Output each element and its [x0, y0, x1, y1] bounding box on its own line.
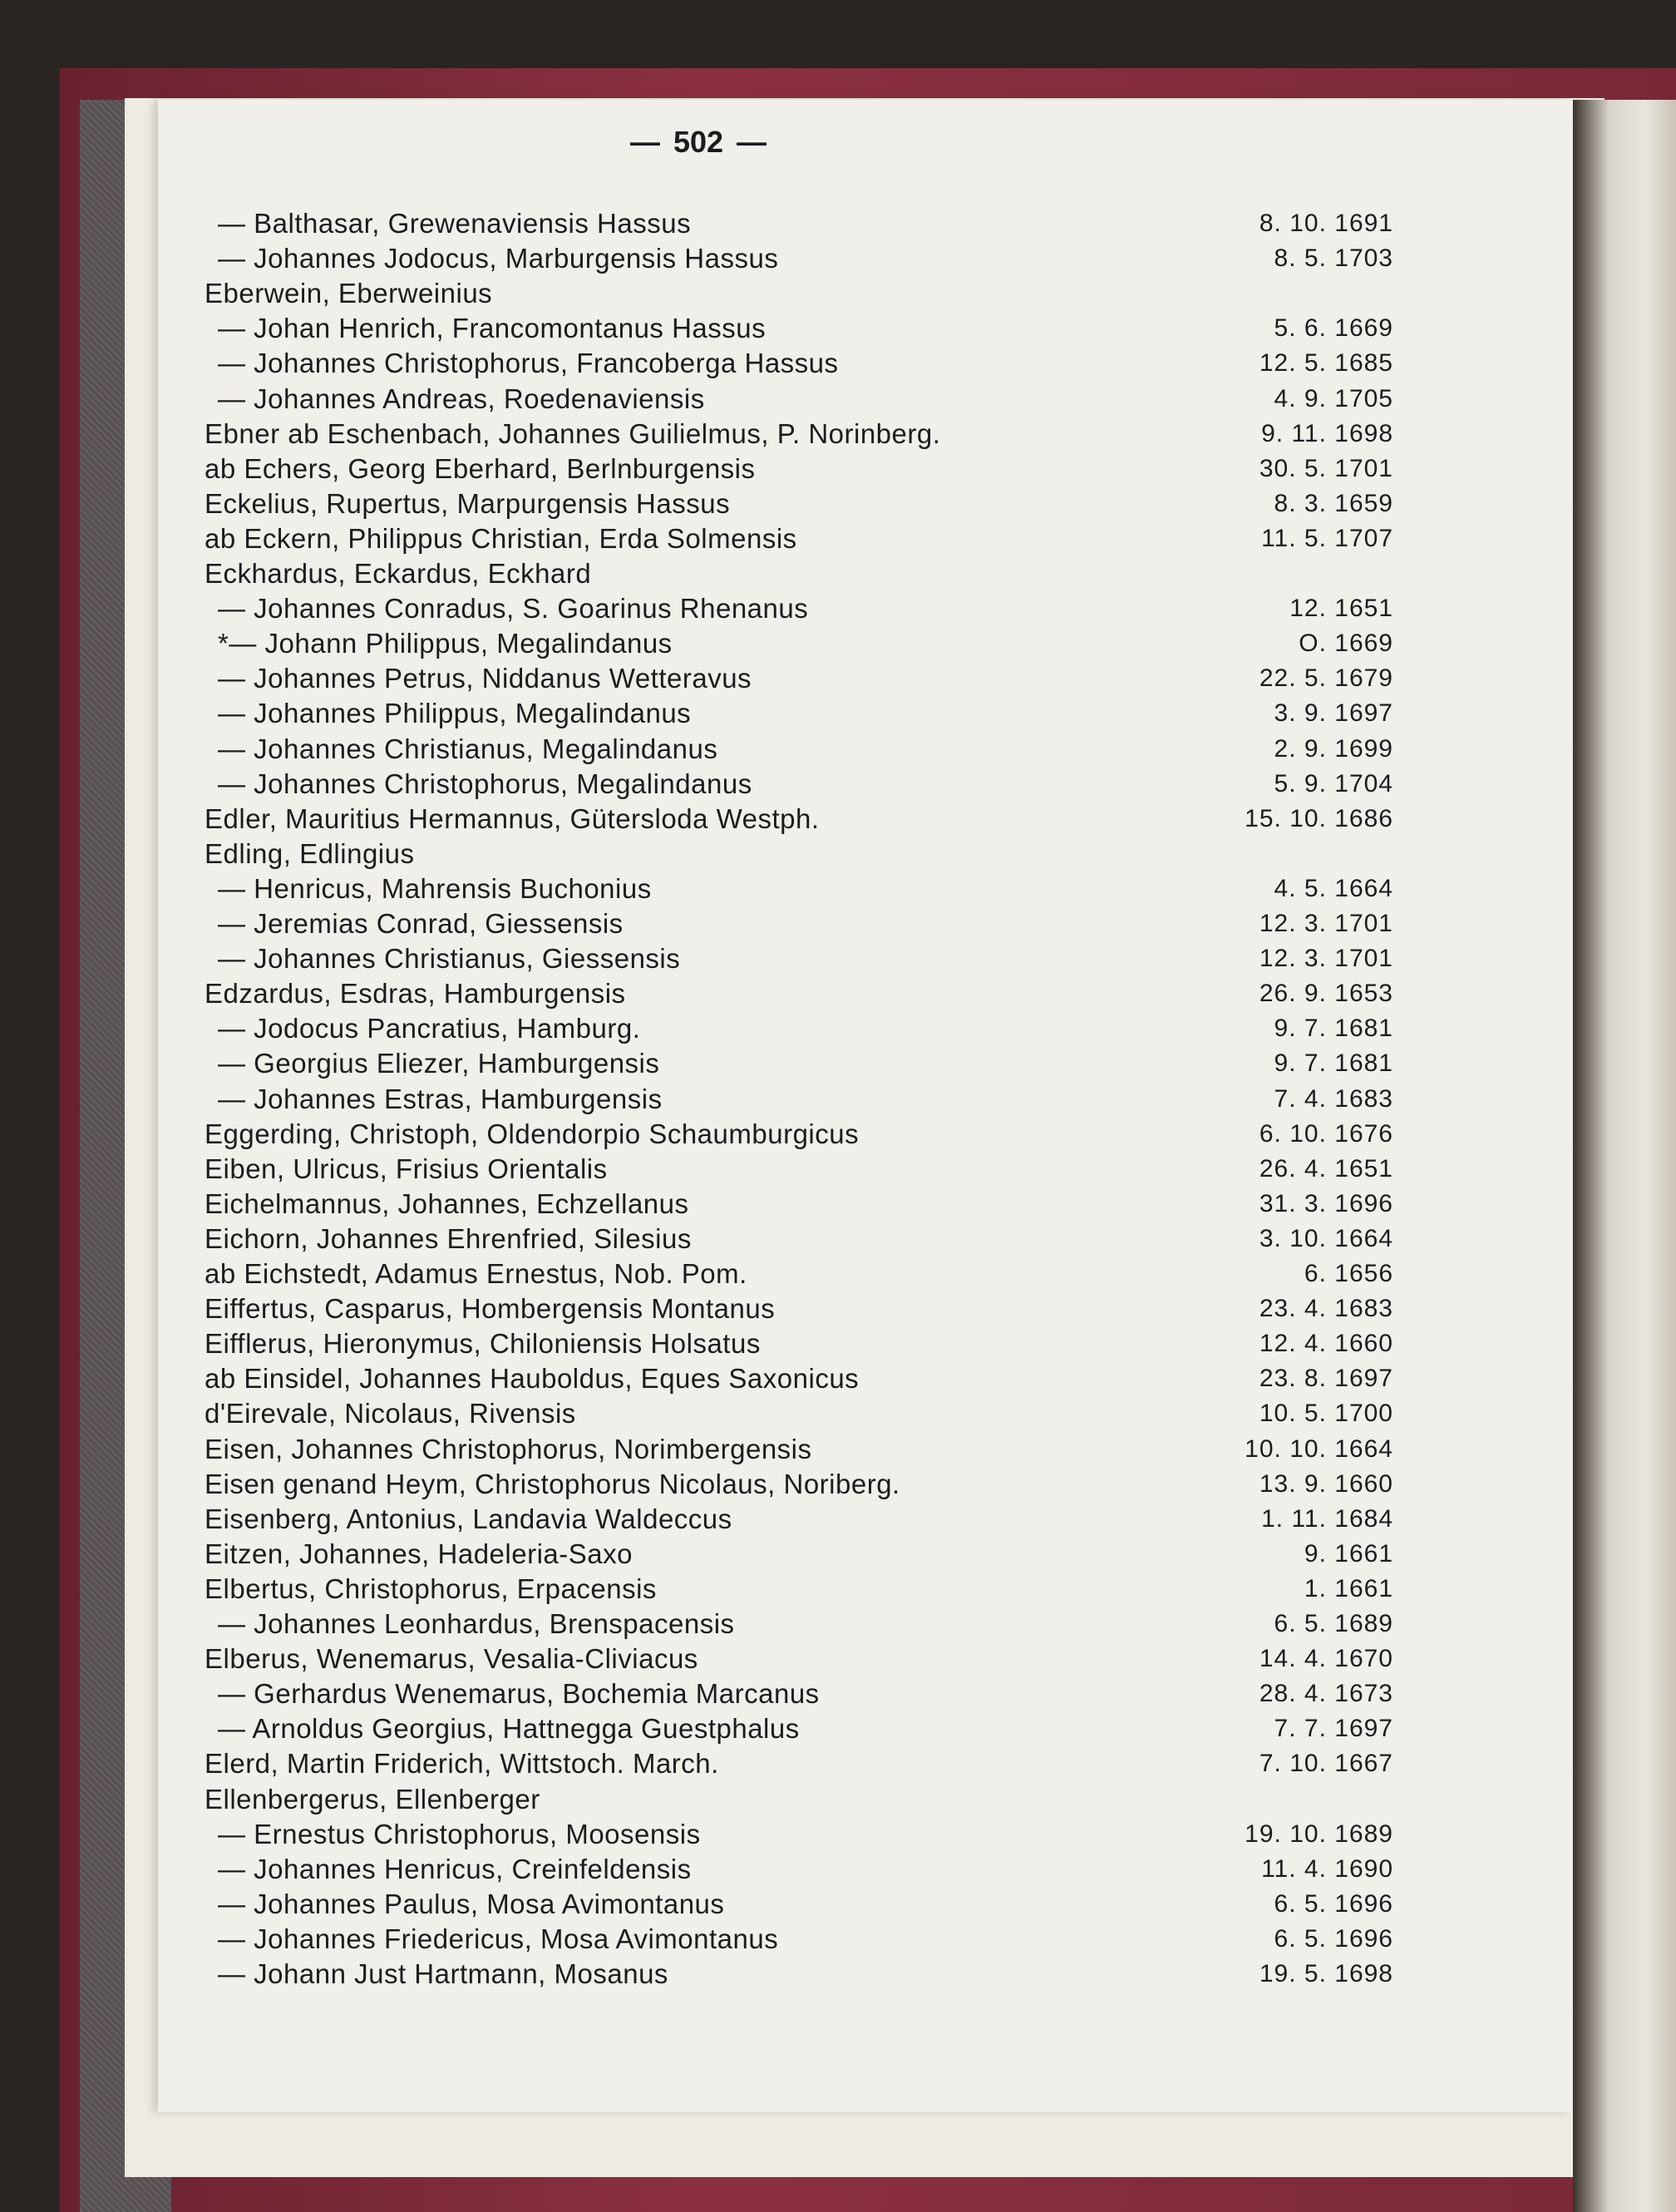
register-entry [0, 1711, 1676, 1746]
register-entry [0, 1222, 1676, 1257]
register-entry [0, 732, 1676, 767]
entry-date: 3. 10. 1664 [1259, 1224, 1393, 1252]
entry-date: 2. 9. 1699 [1274, 734, 1393, 763]
entry-date: 28. 4. 1673 [1259, 1680, 1393, 1708]
register-entry [0, 626, 1676, 661]
entry-date: O. 1669 [1299, 630, 1393, 658]
entry-date: 9. 7. 1681 [1274, 1049, 1393, 1078]
entry-name: Elerd, Martin Friderich, Wittstoch. March. [205, 1748, 719, 1780]
entry-name: — Ernestus Christophorus, Moosensis [218, 1818, 701, 1849]
entry-name: Edler, Mauritius Hermannus, Gütersloda Westph. [205, 802, 820, 834]
entry-date: 7. 10. 1667 [1259, 1750, 1393, 1778]
entry-date: 23. 8. 1697 [1259, 1365, 1393, 1393]
register-entry [0, 556, 1676, 591]
entry-name: Ellenbergerus, Ellenberger [205, 1783, 540, 1815]
register-entry [0, 1957, 1676, 1992]
entry-name: — Johannes Andreas, Roedenaviensis [218, 383, 705, 414]
register-entry [0, 417, 1676, 452]
entry-date: 11. 5. 1707 [1261, 524, 1393, 552]
register-entry [0, 1852, 1676, 1887]
register-entry [0, 1676, 1676, 1711]
entry-date: 22. 5. 1679 [1259, 664, 1393, 693]
register-entry [0, 906, 1676, 941]
register-entry [0, 1432, 1676, 1467]
entry-date: 12. 4. 1660 [1259, 1330, 1393, 1358]
entry-name: Eifflerus, Hieronymus, Chiloniensis Holsatus [205, 1328, 761, 1360]
register-entry [0, 591, 1676, 626]
entry-date: 31. 3. 1696 [1259, 1189, 1393, 1217]
register-entry [0, 941, 1676, 976]
entry-date: 6. 5. 1696 [1274, 1924, 1393, 1953]
entry-date: 5. 6. 1669 [1274, 314, 1393, 343]
entry-name: Eckelius, Rupertus, Marpurgensis Hassus [205, 487, 731, 519]
entry-date: 3. 9. 1697 [1274, 699, 1393, 728]
entry-name: — Johannes Jodocus, Marburgensis Hassus [218, 243, 779, 274]
entry-name: — Johannes Conradus, S. Goarinus Rhenanus [218, 593, 809, 625]
entry-name: *— Johann Philippus, Megalindanus [218, 628, 673, 659]
entry-name: — Gerhardus Wenemarus, Bochemia Marcanus [218, 1678, 820, 1710]
entry-name: ab Eichstedt, Adamus Ernestus, Nob. Pom. [205, 1258, 747, 1289]
entry-name: — Arnoldus Georgius, Hattnegga Guestphalus [218, 1713, 800, 1745]
entry-name: Eckhardus, Eckardus, Eckhard [205, 558, 592, 589]
entry-name: Ebner ab Eschenbach, Johannes Guilielmus, P. Norinberg. [205, 417, 941, 449]
register-entry [0, 696, 1676, 731]
register-entry [0, 871, 1676, 906]
register-entry [0, 1642, 1676, 1676]
entry-name: — Jodocus Pancratius, Hamburg. [218, 1013, 641, 1044]
register-entry [0, 1887, 1676, 1922]
entry-date: 26. 9. 1653 [1259, 980, 1393, 1008]
register-entry [0, 1187, 1676, 1222]
entry-date: 13. 9. 1660 [1259, 1469, 1393, 1498]
entry-name: — Johannes Leonhardus, Brenspacensis [218, 1608, 735, 1639]
register-entry [0, 382, 1676, 417]
entry-name: — Johannes Paulus, Mosa Avimontanus [218, 1888, 725, 1919]
entry-name: — Johannes Christianus, Megalindanus [218, 733, 718, 764]
register-entry [0, 1817, 1676, 1852]
entry-date: 12. 5. 1685 [1259, 349, 1393, 378]
register-entry [0, 1572, 1676, 1607]
register-entry [0, 1746, 1676, 1781]
register-entry [0, 1117, 1676, 1152]
entry-name: Eisen, Johannes Christophorus, Norimbergensis [205, 1433, 812, 1464]
entry-name: — Jeremias Conrad, Giessensis [218, 908, 624, 939]
entry-date: 9. 11. 1698 [1261, 419, 1393, 447]
entry-name: Eiben, Ulricus, Frisius Orientalis [205, 1153, 608, 1184]
entry-name: Eitzen, Johannes, Hadeleria-Saxo [205, 1538, 633, 1569]
entry-name: — Johannes Henricus, Creinfeldensis [218, 1853, 692, 1884]
page-number-dash-right: — [737, 125, 767, 159]
entry-date: 14. 4. 1670 [1259, 1645, 1393, 1673]
register-entry [0, 1326, 1676, 1361]
entry-date: 6. 5. 1696 [1274, 1889, 1393, 1918]
register-entry [0, 276, 1676, 311]
entry-date: 4. 5. 1664 [1274, 874, 1393, 902]
entry-name: Edling, Edlingius [205, 837, 415, 869]
entry-date: 8. 10. 1691 [1259, 210, 1393, 237]
entry-date: 6. 5. 1689 [1274, 1610, 1393, 1637]
entry-name: — Johannes Friedericus, Mosa Avimontanus [218, 1923, 779, 1954]
register-entry [0, 767, 1676, 802]
register-entry [0, 1082, 1676, 1117]
entry-date: 10. 5. 1700 [1259, 1400, 1393, 1428]
entry-date: 12. 1651 [1289, 595, 1393, 623]
register-entry [0, 1537, 1676, 1572]
entry-name: d'Eirevale, Nicolaus, Rivensis [205, 1398, 576, 1429]
entry-date: 9. 1661 [1304, 1539, 1393, 1568]
register-entry [0, 1502, 1676, 1537]
register-entry [0, 1046, 1676, 1081]
entry-date: 6. 1656 [1304, 1260, 1393, 1287]
entry-date: 1. 1661 [1304, 1574, 1393, 1602]
entry-name: — Johannes Christophorus, Megalindanus [218, 768, 752, 799]
entry-name: — Balthasar, Grewenaviensis Hassus [218, 208, 692, 239]
entry-date: 9. 7. 1681 [1274, 1015, 1393, 1043]
entry-name: — Johannes Christophorus, Francoberga Hassus [218, 348, 839, 379]
entry-name: Elbertus, Christophorus, Erpacensis [205, 1573, 657, 1604]
register-entry [0, 486, 1676, 521]
entry-date: 5. 9. 1704 [1274, 769, 1393, 797]
entry-name: — Johann Just Hartmann, Mosanus [218, 1958, 668, 1989]
entry-name: ab Eckern, Philippus Christian, Erda Solmensis [205, 522, 797, 554]
register-entry [0, 1361, 1676, 1396]
register-entry [0, 1396, 1676, 1431]
register-entry [0, 1467, 1676, 1502]
entry-name: Edzardus, Esdras, Hamburgensis [205, 978, 626, 1010]
register-entry [0, 837, 1676, 871]
register-entry [0, 311, 1676, 346]
register-entry [0, 1607, 1676, 1642]
entry-date: 26. 4. 1651 [1259, 1154, 1393, 1183]
entry-date: 30. 5. 1701 [1259, 454, 1393, 482]
entry-date: 4. 9. 1705 [1274, 384, 1393, 412]
entry-date: 6. 10. 1676 [1259, 1119, 1393, 1148]
register-entry [0, 241, 1676, 276]
register-entry [0, 802, 1676, 837]
entry-name: Eichelmannus, Johannes, Echzellanus [205, 1187, 689, 1219]
entry-name: — Georgius Eliezer, Hamburgensis [218, 1048, 660, 1079]
entry-name: Elberus, Wenemarus, Vesalia-Cliviacus [205, 1643, 698, 1675]
entry-name: — Johan Henrich, Francomontanus Hassus [218, 313, 767, 344]
register-entry [0, 661, 1676, 696]
entry-name: Eberwein, Eberweinius [205, 278, 493, 309]
entry-date: 19. 5. 1698 [1259, 1960, 1393, 1987]
register-entry [0, 1782, 1676, 1817]
page-number-dash-left: — [629, 125, 660, 159]
register-entry [0, 1922, 1676, 1957]
entry-date: 11. 4. 1690 [1261, 1854, 1393, 1883]
entry-date: 12. 3. 1701 [1259, 945, 1393, 973]
entry-name: — Henricus, Mahrensis Buchonius [218, 872, 652, 904]
register-entry [0, 1257, 1676, 1291]
register-entry [0, 1011, 1676, 1046]
entry-date: 23. 4. 1683 [1259, 1295, 1393, 1323]
entry-name: — Johannes Philippus, Megalindanus [218, 698, 692, 729]
register-entry [0, 1291, 1676, 1326]
entry-name: Eisen genand Heym, Christophorus Nicolaus, Noriberg. [205, 1468, 900, 1499]
register-entry [0, 976, 1676, 1011]
entry-name: — Johannes Christianus, Giessensis [218, 943, 681, 975]
entry-name: Eisenberg, Antonius, Landavia Waldeccus [205, 1503, 732, 1534]
entry-name: — Johannes Petrus, Niddanus Wetteravus [218, 663, 752, 694]
register-entry [0, 206, 1676, 241]
entry-date: 7. 4. 1683 [1274, 1084, 1393, 1113]
entry-date: 10. 10. 1664 [1245, 1434, 1393, 1463]
register-entry [0, 521, 1676, 556]
entry-date: 12. 3. 1701 [1259, 910, 1393, 937]
entry-name: Eggerding, Christoph, Oldendorpio Schaumburgicus [205, 1118, 860, 1149]
entry-date: 8. 5. 1703 [1274, 244, 1393, 273]
page-number-value: 502 [673, 125, 724, 159]
entry-date: 8. 3. 1659 [1274, 489, 1393, 517]
entry-name: ab Echers, Georg Eberhard, Berlnburgensis [205, 452, 756, 484]
register-entry [0, 346, 1676, 381]
entry-name: Eichorn, Johannes Ehrenfried, Silesius [205, 1222, 692, 1254]
entry-name: Eiffertus, Casparus, Hombergensis Montanus [205, 1293, 776, 1325]
entry-name: ab Einsidel, Johannes Hauboldus, Eques Saxonicus [205, 1363, 860, 1395]
entry-date: 7. 7. 1697 [1274, 1715, 1393, 1743]
register-entry [0, 1152, 1676, 1187]
entry-name: — Johannes Estras, Hamburgensis [218, 1083, 663, 1114]
entry-date: 15. 10. 1686 [1245, 804, 1393, 832]
register-entry [0, 452, 1676, 486]
entry-date: 1. 11. 1684 [1261, 1504, 1393, 1533]
entry-date: 19. 10. 1689 [1245, 1819, 1393, 1848]
